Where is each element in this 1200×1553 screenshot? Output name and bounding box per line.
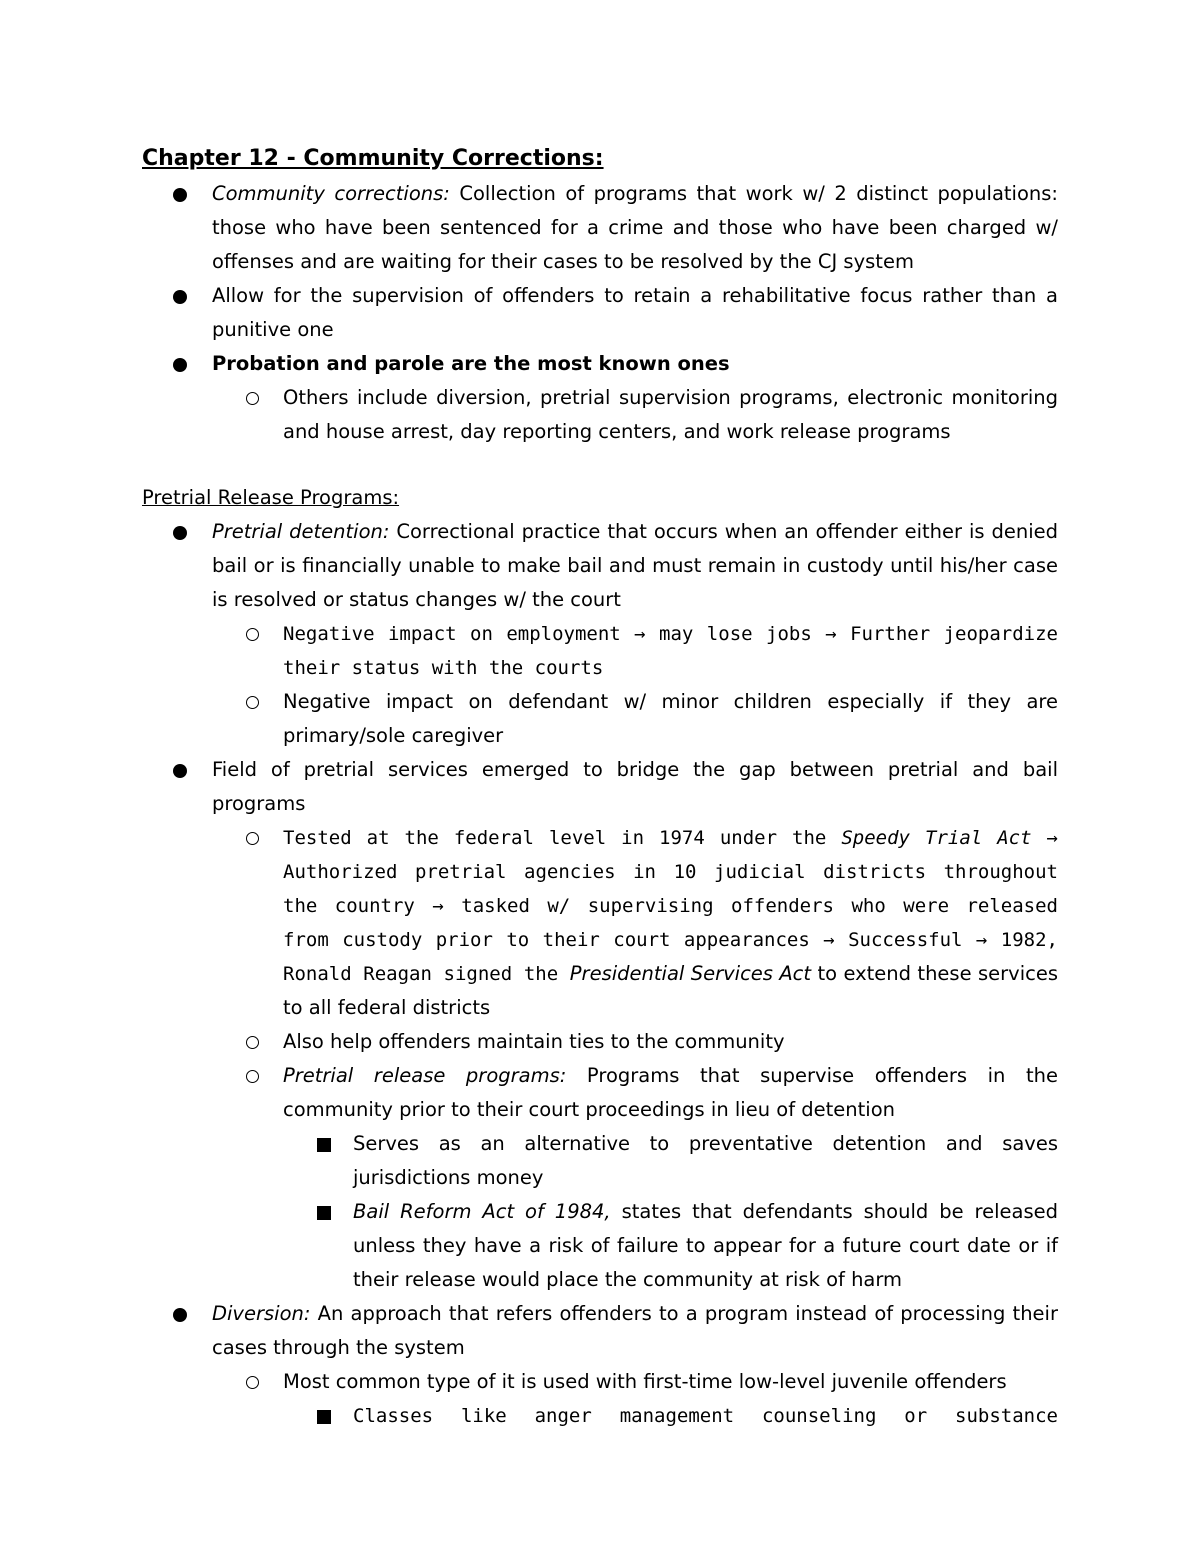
bullet-community-corrections [212,177,1058,279]
filled-circle-bullet-icon [173,188,187,202]
text-tested-part1: Tested at the federal level in 1974 under the [283,827,842,849]
text-tested-part3: to extend these services to all federal districts [283,962,1058,1019]
subbullet-tested-federal [283,821,1058,1025]
hollow-circle-bullet-icon [246,1376,259,1389]
hollow-circle-bullet-icon [246,696,259,709]
text-alternative: Serves as an alternative to preventative detention and saves jurisdictions money [353,1132,1058,1189]
subsubbullet-classes [353,1399,1058,1433]
section-heading-pretrial: Pretrial Release Programs: [142,486,400,509]
subsubbullet-alternative [353,1127,1058,1195]
bullet-probation-parole [212,347,1058,381]
text-community-ties: Also help offenders maintain ties to the community [283,1030,785,1053]
text-bail-reform: states that defendants should be released unless they have a risk of failure to appear for a future court date or if their release would place the community at risk of harm [353,1200,1058,1291]
subbullet-common-type [283,1365,1058,1399]
subbullet-others [283,381,1058,449]
square-bullet-icon [317,1206,331,1220]
text-tested-part2: → Authorized pretrial agencies in 10 judicial districts throughout the country → tasked w/ supervising offenders who were released from custody prior to their court appearances → Successful → 1982, Ronald Reagan signed the [283,827,1058,985]
text-common-type: Most common type of it is used with first-time low-level juvenile offenders [283,1370,1007,1393]
text-rehabilitative-focus: Allow for the supervision of offenders to retain a rehabilitative focus rather than a punitive one [212,284,1058,341]
bullet-diversion [212,1297,1058,1365]
subbullet-negative-children [283,685,1058,753]
subsubbullet-bail-reform [353,1195,1058,1297]
term-community-corrections: Community corrections: [212,182,450,205]
bullet-pretrial-services-field [212,753,1058,821]
text-pretrial-services-field: Field of pretrial services emerged to bridge the gap between pretrial and bail programs [212,758,1058,815]
bullet-rehabilitative-focus [212,279,1058,347]
text-probation-parole: Probation and parole are the most known ones [212,352,730,375]
square-bullet-icon [317,1138,331,1152]
filled-circle-bullet-icon [173,526,187,540]
filled-circle-bullet-icon [173,764,187,778]
hollow-circle-bullet-icon [246,1070,259,1083]
definition-diversion: An approach that refers offenders to a program instead of processing their cases through the system [212,1302,1058,1359]
act-presidential-services: Presidential Services Act [569,962,812,985]
text-negative-employment: Negative impact on employment → may lose jobs → Further jeopardize their status with the courts [283,623,1058,679]
document-body [142,141,1058,1433]
filled-circle-bullet-icon [173,358,187,372]
subbullet-community-ties [283,1025,1058,1059]
act-bail-reform: Bail Reform Act of 1984, [353,1200,611,1223]
definition-community-corrections: Collection of programs that work w/ 2 distinct populations: those who have been sentenced for a crime and those who have been charged w/ offenses and are waiting for their cases to be resolved by the CJ system [212,182,1058,273]
text-others: Others include diversion, pretrial supervision programs, electronic monitoring and house arrest, day reporting centers, and work release programs [283,386,1058,443]
subbullet-release-programs [283,1059,1058,1127]
term-diversion: Diversion: [212,1302,311,1325]
definition-pretrial-detention: Correctional practice that occurs when an offender either is denied bail or is financially unable to make bail and must remain in custody until his/her case is resolved or status changes w/ the court [212,520,1058,611]
square-bullet-icon [317,1410,331,1424]
subbullet-negative-employment [283,617,1058,685]
hollow-circle-bullet-icon [246,392,259,405]
hollow-circle-bullet-icon [246,832,259,845]
filled-circle-bullet-icon [173,290,187,304]
term-pretrial-detention: Pretrial detention: [212,520,390,543]
term-release-programs: Pretrial release programs: [283,1064,567,1087]
hollow-circle-bullet-icon [246,628,259,641]
text-negative-children: Negative impact on defendant w/ minor children especially if they are primary/sole caregiver [283,690,1058,747]
bullet-pretrial-detention [212,515,1058,617]
definition-release-programs: Programs that supervise offenders in the community prior to their court proceedings in lieu of detention [283,1064,1058,1121]
text-classes: Classes like anger management counseling or substance [353,1405,1058,1427]
act-speedy-trial: Speedy Trial Act [841,827,1032,849]
chapter-title: Chapter 12 - Community Corrections: [142,146,604,171]
filled-circle-bullet-icon [173,1308,187,1322]
hollow-circle-bullet-icon [246,1036,259,1049]
